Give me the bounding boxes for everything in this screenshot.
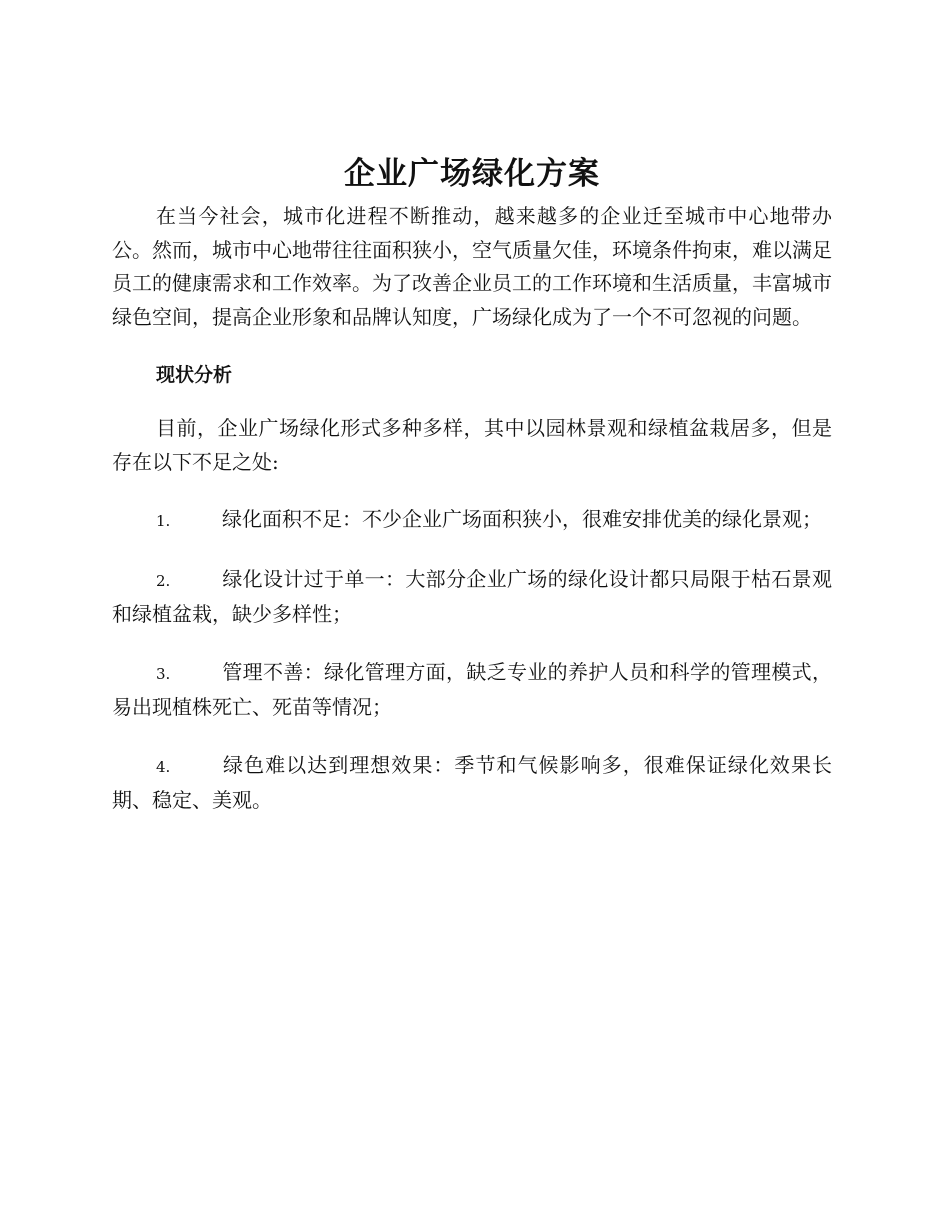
- list-item-text: 绿化设计过于单一：大部分企业广场的绿化设计都只局限于枯石景观和绿植盆栽，缺少多样性；: [112, 566, 832, 626]
- list-item-number: 1.: [156, 512, 171, 530]
- list-item: [112, 503, 832, 539]
- list-item-text: 绿化面积不足：不少企业广场面积狭小，很难安排优美的绿化景观；: [222, 507, 822, 531]
- list-item: [112, 563, 832, 632]
- list-item-text: 管理不善：绿化管理方面，缺乏专业的养护人员和科学的管理模式，易出现植株死亡、死苗等情况；: [112, 659, 832, 719]
- intro-paragraph: 在当今社会，城市化进程不断推动，越来越多的企业迁至城市中心地带办公。然而，城市中心地带往往面积狭小，空气质量欠佳，环境条件拘束，难以满足员工的健康需求和工作效率。为了改善企业员工的工作环境和生活质量，丰富城市绿色空间，提高企业形象和品牌认知度，广场绿化成为了一个不可忽视的问题。: [112, 204, 832, 329]
- list-item-text: 绿色难以达到理想效果：季节和气候影响多，很难保证绿化效果长期、稳定、美观。: [112, 752, 832, 812]
- document-title: 企业广场绿化方案: [344, 156, 600, 192]
- list-item-number: 4.: [156, 757, 171, 776]
- section-intro-paragraph: 目前，企业广场绿化形式多种多样，其中以园林景观和绿植盆栽居多，但是存在以下不足之处:: [112, 416, 832, 474]
- list-item: [112, 749, 832, 818]
- list-item-number: 2.: [156, 571, 171, 590]
- section-heading: 现状分析: [156, 364, 233, 386]
- list-item-number: 3.: [156, 664, 171, 683]
- document-page: [112, 150, 832, 818]
- list-item: [112, 656, 832, 725]
